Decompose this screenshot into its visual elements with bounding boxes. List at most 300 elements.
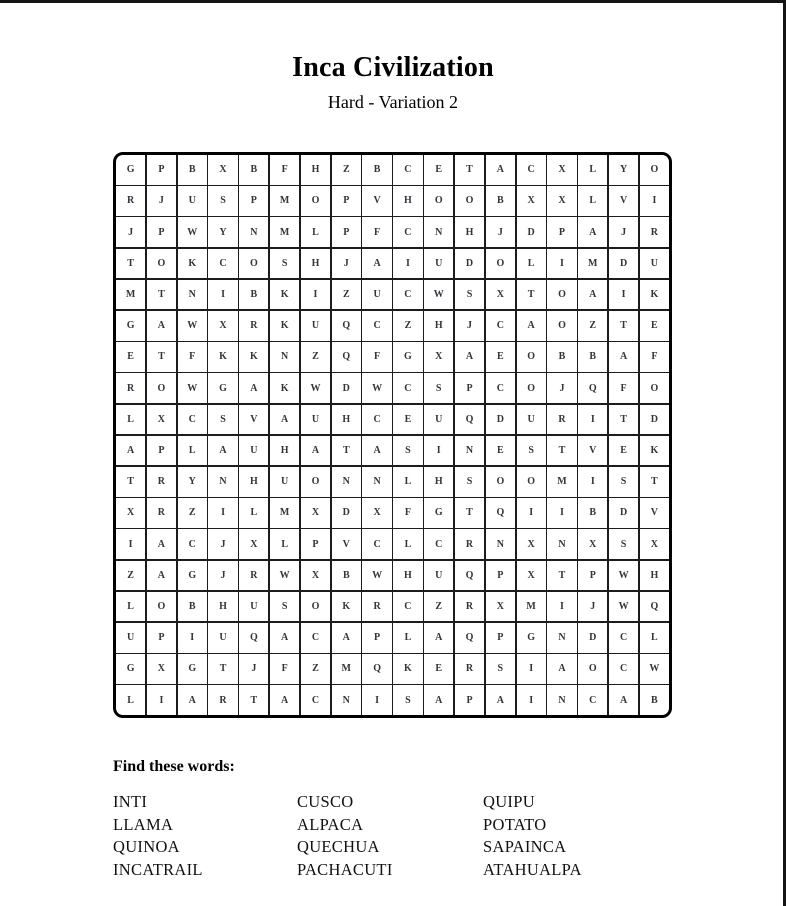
grid-cell: J bbox=[455, 311, 484, 341]
grid-cell: T bbox=[455, 498, 484, 528]
grid-cell: N bbox=[424, 217, 453, 247]
grid-cell: S bbox=[208, 405, 237, 435]
grid-cell: L bbox=[239, 498, 268, 528]
grid-cell: K bbox=[208, 342, 237, 372]
grid-cell: X bbox=[116, 498, 145, 528]
grid-cell: A bbox=[424, 685, 453, 715]
word-item: INCATRAIL bbox=[113, 859, 203, 879]
find-words-label: Find these words: bbox=[113, 758, 235, 775]
grid-cell: L bbox=[270, 529, 299, 559]
grid-cell: R bbox=[116, 373, 145, 403]
grid-cell: H bbox=[640, 561, 669, 591]
grid-cell: I bbox=[578, 467, 607, 497]
grid-cell: R bbox=[208, 685, 237, 715]
grid-cell: L bbox=[393, 467, 422, 497]
word-item: ATAHUALPA bbox=[483, 859, 582, 879]
grid-cell: I bbox=[208, 280, 237, 310]
grid-cell: C bbox=[362, 311, 391, 341]
grid-cell: X bbox=[301, 498, 330, 528]
grid-cell: A bbox=[424, 623, 453, 653]
grid-cell: J bbox=[332, 249, 361, 279]
grid-cell: I bbox=[547, 592, 576, 622]
grid-cell: V bbox=[332, 529, 361, 559]
grid-cell: O bbox=[640, 155, 669, 185]
grid-cell: N bbox=[208, 467, 237, 497]
grid-cell: T bbox=[239, 685, 268, 715]
grid-cell: A bbox=[362, 436, 391, 466]
grid-cell: L bbox=[578, 155, 607, 185]
grid-cell: N bbox=[547, 685, 576, 715]
grid-cell: H bbox=[301, 249, 330, 279]
grid-cell: Z bbox=[301, 342, 330, 372]
grid-cell: D bbox=[609, 249, 638, 279]
grid-cell: Z bbox=[332, 280, 361, 310]
grid-cell: J bbox=[547, 373, 576, 403]
word-item: QUECHUA bbox=[297, 837, 380, 857]
word-item: INTI bbox=[113, 792, 148, 811]
grid-cell: W bbox=[640, 654, 669, 684]
word-item: PACHACUTI bbox=[297, 859, 393, 879]
grid-cell: X bbox=[239, 529, 268, 559]
grid-cell: E bbox=[486, 436, 515, 466]
grid-cell: C bbox=[301, 685, 330, 715]
grid-cell: X bbox=[301, 561, 330, 591]
grid-cell: C bbox=[301, 623, 330, 653]
grid-cell: B bbox=[239, 155, 268, 185]
grid-cell: W bbox=[609, 561, 638, 591]
grid-cell: B bbox=[239, 280, 268, 310]
grid-cell: V bbox=[640, 498, 669, 528]
grid-cell: K bbox=[393, 654, 422, 684]
grid-cell: F bbox=[640, 342, 669, 372]
grid-cell: L bbox=[116, 685, 145, 715]
word-list-column-3 bbox=[483, 791, 582, 881]
grid-cell: I bbox=[517, 654, 546, 684]
grid-cell: M bbox=[270, 186, 299, 216]
grid-cell: I bbox=[517, 498, 546, 528]
grid-cell: Q bbox=[455, 623, 484, 653]
grid-cell: O bbox=[147, 373, 176, 403]
grid-cell: Z bbox=[424, 592, 453, 622]
grid-cell: Q bbox=[455, 561, 484, 591]
grid-cell: O bbox=[147, 592, 176, 622]
grid-cell: T bbox=[332, 436, 361, 466]
grid-cell: A bbox=[609, 685, 638, 715]
grid-cell: O bbox=[455, 186, 484, 216]
grid-cell: I bbox=[362, 685, 391, 715]
grid-cell: I bbox=[547, 498, 576, 528]
grid-cell: H bbox=[393, 186, 422, 216]
grid-cell: X bbox=[578, 529, 607, 559]
grid-cell: C bbox=[208, 249, 237, 279]
grid-cell: P bbox=[455, 373, 484, 403]
grid-cell: N bbox=[486, 529, 515, 559]
grid-cell: I bbox=[547, 249, 576, 279]
grid-cell: U bbox=[208, 623, 237, 653]
grid-cell: C bbox=[362, 405, 391, 435]
grid-cell: U bbox=[301, 311, 330, 341]
grid-cell: D bbox=[640, 405, 669, 435]
grid-cell: H bbox=[208, 592, 237, 622]
grid-cell: E bbox=[640, 311, 669, 341]
grid-cell: X bbox=[208, 311, 237, 341]
grid-cell: R bbox=[239, 311, 268, 341]
grid-cell: O bbox=[301, 592, 330, 622]
grid-cell: O bbox=[301, 186, 330, 216]
grid-cell: A bbox=[578, 217, 607, 247]
grid-cell: O bbox=[486, 467, 515, 497]
grid-cell: H bbox=[239, 467, 268, 497]
grid-cell: U bbox=[116, 623, 145, 653]
grid-cell: S bbox=[393, 685, 422, 715]
grid-cell: P bbox=[486, 623, 515, 653]
grid-cell: O bbox=[578, 654, 607, 684]
grid-cell: U bbox=[270, 467, 299, 497]
grid-cell: G bbox=[116, 654, 145, 684]
grid-cell: J bbox=[486, 217, 515, 247]
grid-cell: R bbox=[455, 654, 484, 684]
grid-cell: C bbox=[393, 373, 422, 403]
grid-cell: P bbox=[332, 217, 361, 247]
grid-cell: P bbox=[547, 217, 576, 247]
grid-cell: H bbox=[393, 561, 422, 591]
grid-cell: T bbox=[147, 280, 176, 310]
grid-cell: O bbox=[147, 249, 176, 279]
grid-cell: U bbox=[424, 405, 453, 435]
grid-cell: E bbox=[424, 155, 453, 185]
grid-cell: P bbox=[147, 217, 176, 247]
grid-cell: C bbox=[393, 217, 422, 247]
grid-cell: H bbox=[332, 405, 361, 435]
grid-cell: X bbox=[208, 155, 237, 185]
grid-cell: J bbox=[609, 217, 638, 247]
grid-cell: V bbox=[578, 436, 607, 466]
grid-cell: O bbox=[517, 342, 546, 372]
grid-cell: T bbox=[208, 654, 237, 684]
grid-cell: K bbox=[270, 311, 299, 341]
grid-cell: B bbox=[362, 155, 391, 185]
word-item: ALPACA bbox=[297, 814, 364, 834]
word-item: QUINOA bbox=[113, 837, 180, 857]
grid-cell: O bbox=[517, 467, 546, 497]
grid-cell: I bbox=[424, 436, 453, 466]
grid-cell: G bbox=[393, 342, 422, 372]
grid-cell: F bbox=[270, 654, 299, 684]
grid-cell: P bbox=[147, 623, 176, 653]
grid-cell: C bbox=[486, 311, 515, 341]
grid-cell: Z bbox=[178, 498, 207, 528]
grid-cell: U bbox=[424, 249, 453, 279]
grid-cell: O bbox=[301, 467, 330, 497]
grid-cell: O bbox=[239, 249, 268, 279]
grid-cell: T bbox=[455, 155, 484, 185]
grid-cell: C bbox=[609, 654, 638, 684]
grid-cell: T bbox=[517, 280, 546, 310]
grid-cell: O bbox=[486, 249, 515, 279]
grid-cell: T bbox=[609, 405, 638, 435]
grid-cell: T bbox=[640, 467, 669, 497]
grid-cell: F bbox=[270, 155, 299, 185]
grid-cell: G bbox=[178, 654, 207, 684]
grid-cell: L bbox=[393, 623, 422, 653]
grid-cell: K bbox=[640, 280, 669, 310]
word-item: QUIPU bbox=[483, 792, 535, 811]
grid-cell: H bbox=[455, 217, 484, 247]
grid-cell: E bbox=[116, 342, 145, 372]
grid-cell: L bbox=[116, 405, 145, 435]
grid-cell: Q bbox=[578, 373, 607, 403]
grid-cell: W bbox=[609, 592, 638, 622]
grid-cell: M bbox=[547, 467, 576, 497]
grid-cell: N bbox=[239, 217, 268, 247]
grid-cell: Z bbox=[578, 311, 607, 341]
grid-cell: L bbox=[517, 249, 546, 279]
grid-cell: B bbox=[486, 186, 515, 216]
grid-cell: F bbox=[609, 373, 638, 403]
grid-cell: P bbox=[455, 685, 484, 715]
grid-cell: T bbox=[609, 311, 638, 341]
grid-cell: O bbox=[640, 373, 669, 403]
grid-cell: Y bbox=[208, 217, 237, 247]
grid-cell: N bbox=[332, 685, 361, 715]
grid-cell: K bbox=[640, 436, 669, 466]
grid-cell: L bbox=[640, 623, 669, 653]
grid-cell: A bbox=[270, 405, 299, 435]
grid-cell: R bbox=[547, 405, 576, 435]
grid-cell: R bbox=[239, 561, 268, 591]
grid-cell: Y bbox=[178, 467, 207, 497]
grid-cell: S bbox=[455, 280, 484, 310]
grid-cell: W bbox=[301, 373, 330, 403]
grid-cell: A bbox=[208, 436, 237, 466]
grid-cell: P bbox=[332, 186, 361, 216]
grid-cell: X bbox=[486, 592, 515, 622]
grid-cell: E bbox=[393, 405, 422, 435]
grid-cell: N bbox=[455, 436, 484, 466]
grid-cell: J bbox=[578, 592, 607, 622]
grid-cell: C bbox=[424, 529, 453, 559]
grid-cell: G bbox=[116, 155, 145, 185]
word-item: POTATO bbox=[483, 814, 547, 834]
grid-cell: L bbox=[301, 217, 330, 247]
grid-cell: C bbox=[609, 623, 638, 653]
grid-cell: E bbox=[486, 342, 515, 372]
grid-cell: K bbox=[239, 342, 268, 372]
grid-cell: D bbox=[455, 249, 484, 279]
grid-cell: T bbox=[547, 561, 576, 591]
grid-cell: P bbox=[239, 186, 268, 216]
word-list-column-1 bbox=[113, 791, 203, 881]
grid-cell: K bbox=[270, 373, 299, 403]
grid-cell: M bbox=[332, 654, 361, 684]
grid-cell: W bbox=[178, 217, 207, 247]
grid-cell: S bbox=[270, 249, 299, 279]
grid-cell: H bbox=[301, 155, 330, 185]
grid-cell: X bbox=[517, 529, 546, 559]
grid-cell: S bbox=[455, 467, 484, 497]
grid-cell: F bbox=[178, 342, 207, 372]
grid-cell: G bbox=[424, 498, 453, 528]
page-top-edge-line bbox=[0, 0, 786, 3]
grid-cell: C bbox=[362, 529, 391, 559]
grid-cell: Z bbox=[393, 311, 422, 341]
grid-cell: A bbox=[147, 561, 176, 591]
grid-cell: O bbox=[547, 280, 576, 310]
grid-cell: X bbox=[486, 280, 515, 310]
grid-cell: W bbox=[362, 373, 391, 403]
grid-cell: A bbox=[609, 342, 638, 372]
grid-cell: X bbox=[547, 155, 576, 185]
grid-cell: G bbox=[208, 373, 237, 403]
grid-cell: I bbox=[208, 498, 237, 528]
grid-cell: O bbox=[547, 311, 576, 341]
grid-cell: S bbox=[270, 592, 299, 622]
grid-cell: P bbox=[147, 155, 176, 185]
grid-cell: I bbox=[609, 280, 638, 310]
grid-cell: A bbox=[362, 249, 391, 279]
grid-cell: U bbox=[301, 405, 330, 435]
grid-cell: Y bbox=[609, 155, 638, 185]
grid-cell: P bbox=[578, 561, 607, 591]
grid-cell: H bbox=[270, 436, 299, 466]
grid-cell: F bbox=[393, 498, 422, 528]
grid-cell: I bbox=[178, 623, 207, 653]
grid-cell: D bbox=[332, 498, 361, 528]
grid-cell: X bbox=[640, 529, 669, 559]
grid-cell: R bbox=[455, 592, 484, 622]
grid-cell: M bbox=[270, 498, 299, 528]
grid-cell: S bbox=[609, 467, 638, 497]
word-search-grid bbox=[113, 152, 672, 718]
grid-cell: R bbox=[147, 498, 176, 528]
grid-cell: R bbox=[640, 217, 669, 247]
grid-cell: Z bbox=[301, 654, 330, 684]
grid-cell: Z bbox=[332, 155, 361, 185]
grid-cell: E bbox=[609, 436, 638, 466]
grid-cell: P bbox=[147, 436, 176, 466]
grid-cell: X bbox=[424, 342, 453, 372]
grid-cell: U bbox=[517, 405, 546, 435]
grid-cell: E bbox=[424, 654, 453, 684]
grid-cell: S bbox=[486, 654, 515, 684]
grid-cell: J bbox=[239, 654, 268, 684]
word-item: CUSCO bbox=[297, 792, 354, 811]
grid-cell: U bbox=[239, 436, 268, 466]
grid-cell: V bbox=[239, 405, 268, 435]
grid-cell: V bbox=[362, 186, 391, 216]
grid-cell: A bbox=[547, 654, 576, 684]
grid-cell: Q bbox=[239, 623, 268, 653]
grid-cell: R bbox=[455, 529, 484, 559]
grid-cell: A bbox=[239, 373, 268, 403]
grid-cell: C bbox=[517, 155, 546, 185]
grid-cell: Q bbox=[362, 654, 391, 684]
grid-cell: Q bbox=[640, 592, 669, 622]
word-item: LLAMA bbox=[113, 814, 174, 834]
grid-cell: J bbox=[116, 217, 145, 247]
grid-cell: W bbox=[424, 280, 453, 310]
grid-cell: D bbox=[517, 217, 546, 247]
grid-cell: U bbox=[178, 186, 207, 216]
grid-cell: T bbox=[116, 249, 145, 279]
grid-cell: R bbox=[147, 467, 176, 497]
grid-cell: G bbox=[116, 311, 145, 341]
grid-cell: G bbox=[517, 623, 546, 653]
grid-cell: I bbox=[517, 685, 546, 715]
grid-cell: J bbox=[147, 186, 176, 216]
grid-cell: X bbox=[547, 186, 576, 216]
grid-cell: I bbox=[578, 405, 607, 435]
grid-cell: S bbox=[424, 373, 453, 403]
grid-cell: B bbox=[640, 685, 669, 715]
grid-cell: B bbox=[547, 342, 576, 372]
grid-cell: B bbox=[578, 498, 607, 528]
grid-cell: L bbox=[178, 436, 207, 466]
grid-cell: R bbox=[116, 186, 145, 216]
grid-cell: Q bbox=[332, 311, 361, 341]
grid-cell: J bbox=[208, 561, 237, 591]
grid-cell: S bbox=[609, 529, 638, 559]
grid-cell: C bbox=[393, 592, 422, 622]
grid-cell: A bbox=[455, 342, 484, 372]
grid-cell: I bbox=[640, 186, 669, 216]
grid-cell: A bbox=[178, 685, 207, 715]
grid-cell: I bbox=[393, 249, 422, 279]
grid-cell: J bbox=[208, 529, 237, 559]
grid-cell: N bbox=[332, 467, 361, 497]
grid-cell: D bbox=[332, 373, 361, 403]
grid-cell: B bbox=[178, 155, 207, 185]
grid-cell: M bbox=[517, 592, 546, 622]
grid-cell: U bbox=[239, 592, 268, 622]
grid-cell: Q bbox=[455, 405, 484, 435]
grid-cell: P bbox=[486, 561, 515, 591]
grid-cell: N bbox=[547, 623, 576, 653]
grid-cell: H bbox=[424, 311, 453, 341]
word-item: SAPAINCA bbox=[483, 837, 567, 857]
grid-cell: A bbox=[301, 436, 330, 466]
grid-cell: F bbox=[362, 342, 391, 372]
grid-cell: L bbox=[116, 592, 145, 622]
grid-cell: W bbox=[178, 311, 207, 341]
grid-cell: C bbox=[393, 155, 422, 185]
grid-cell: A bbox=[147, 311, 176, 341]
grid-cell: G bbox=[178, 561, 207, 591]
grid-cell: Q bbox=[332, 342, 361, 372]
grid-cell: C bbox=[393, 280, 422, 310]
grid-cell: A bbox=[486, 155, 515, 185]
grid-cell: K bbox=[332, 592, 361, 622]
grid-cell: U bbox=[640, 249, 669, 279]
grid-cell: D bbox=[609, 498, 638, 528]
grid-cell: Z bbox=[116, 561, 145, 591]
grid-cell: L bbox=[393, 529, 422, 559]
grid-cell: D bbox=[486, 405, 515, 435]
grid-cell: T bbox=[116, 467, 145, 497]
word-list-column-2 bbox=[297, 791, 393, 881]
grid-cell: S bbox=[208, 186, 237, 216]
grid-cell: B bbox=[578, 342, 607, 372]
grid-cell: O bbox=[517, 373, 546, 403]
grid-cell: S bbox=[393, 436, 422, 466]
grid-cell: C bbox=[178, 405, 207, 435]
grid-cell: N bbox=[178, 280, 207, 310]
grid-cell: I bbox=[116, 529, 145, 559]
grid-cell: W bbox=[270, 561, 299, 591]
grid-cell: X bbox=[362, 498, 391, 528]
grid-cell: B bbox=[332, 561, 361, 591]
grid-cell: M bbox=[578, 249, 607, 279]
